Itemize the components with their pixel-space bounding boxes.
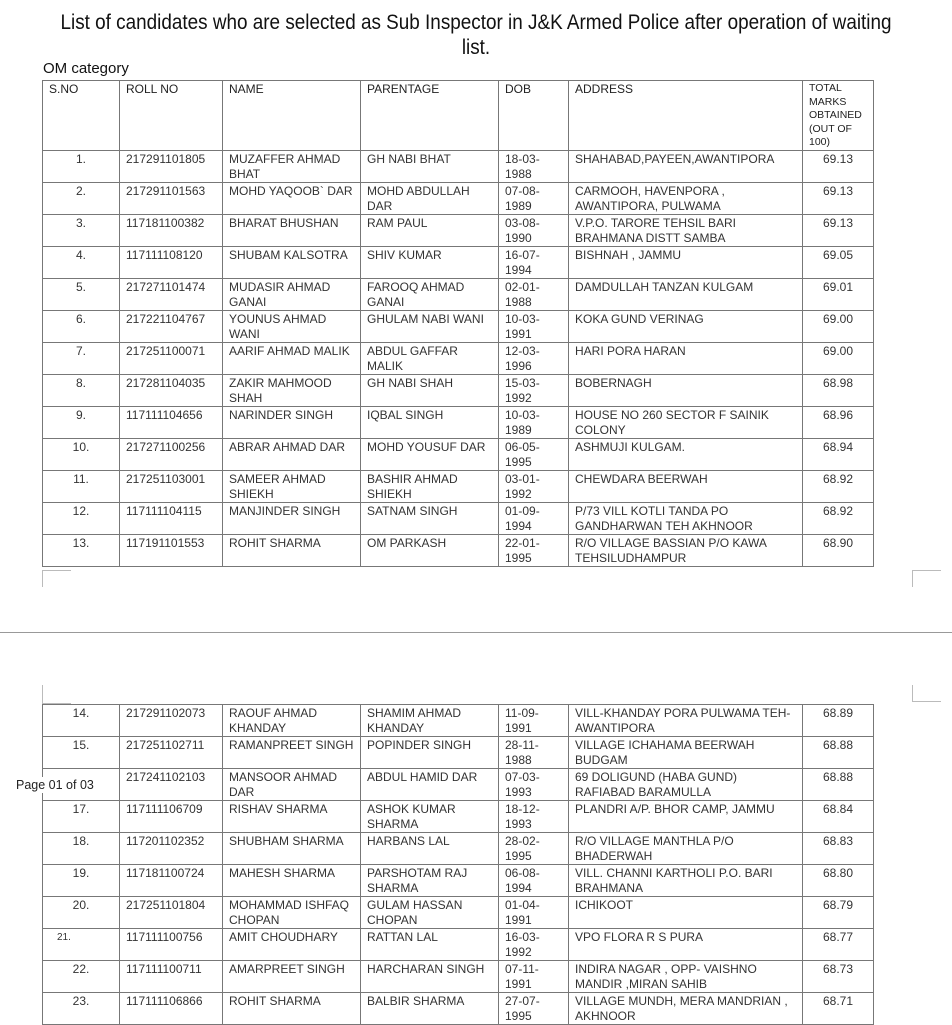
table-row	[43, 278, 874, 310]
parentage-cell: ABDUL HAMID DAR	[361, 769, 499, 801]
name-cell: SHUBHAM SHARMA	[223, 833, 361, 865]
dob-cell: 28-02-1995	[499, 833, 569, 865]
marks-cell: 68.90	[803, 534, 874, 566]
page-corner-mark	[42, 685, 71, 704]
parentage-cell: IQBAL SINGH	[361, 406, 499, 438]
address-cell: CHEWDARA BEERWAH	[569, 470, 803, 502]
parentage-cell: PARSHOTAM RAJ SHARMA	[361, 865, 499, 897]
table-row	[43, 929, 874, 961]
sno-cell: 8.	[43, 374, 120, 406]
sno-cell: 19.	[43, 865, 120, 897]
table-row	[43, 374, 874, 406]
table-row	[43, 897, 874, 929]
address-cell: BOBERNAGH	[569, 374, 803, 406]
marks-cell: 69.13	[803, 150, 874, 182]
sno-cell: 3.	[43, 214, 120, 246]
address-cell: DAMDULLAH TANZAN KULGAM	[569, 278, 803, 310]
sno-cell: 14.	[43, 705, 120, 737]
header-dob: DOB	[499, 81, 569, 151]
dob-cell: 06-05-1995	[499, 438, 569, 470]
parentage-cell: MOHD YOUSUF DAR	[361, 438, 499, 470]
dob-cell: 03-08-1990	[499, 214, 569, 246]
sno-cell: 9.	[43, 406, 120, 438]
dob-cell: 12-03-1996	[499, 342, 569, 374]
marks-cell: 68.83	[803, 833, 874, 865]
sno-cell: 2.	[43, 182, 120, 214]
sno-cell: 6.	[43, 310, 120, 342]
roll-no-cell: 117111104656	[120, 406, 223, 438]
marks-cell: 68.96	[803, 406, 874, 438]
address-cell: KOKA GUND VERINAG	[569, 310, 803, 342]
name-cell: NARINDER SINGH	[223, 406, 361, 438]
table-row	[43, 342, 874, 374]
address-cell: CARMOOH, HAVENPORA , AWANTIPORA, PULWAMA	[569, 182, 803, 214]
sno-cell: 1.	[43, 150, 120, 182]
category-label: OM category	[43, 60, 129, 77]
address-cell: R/O VILLAGE MANTHLA P/O BHADERWAH	[569, 833, 803, 865]
table-row	[43, 470, 874, 502]
marks-cell: 68.80	[803, 865, 874, 897]
roll-no-cell: 217241102103	[120, 769, 223, 801]
roll-no-cell: 217251103001	[120, 470, 223, 502]
address-cell: ASHMUJI KULGAM.	[569, 438, 803, 470]
address-cell: R/O VILLAGE BASSIAN P/O KAWA TEHSILUDHAMPUR	[569, 534, 803, 566]
sno-cell: 23.	[43, 993, 120, 1025]
sno-cell: 17.	[43, 801, 120, 833]
address-cell: ICHIKOOT	[569, 897, 803, 929]
marks-cell: 68.73	[803, 961, 874, 993]
address-cell: SHAHABAD,PAYEEN,AWANTIPORA	[569, 150, 803, 182]
name-cell: RISHAV SHARMA	[223, 801, 361, 833]
address-cell: P/73 VILL KOTLI TANDA PO GANDHARWAN TEH AKHNOOR	[569, 502, 803, 534]
address-cell: HARI PORA HARAN	[569, 342, 803, 374]
name-cell: MAHESH SHARMA	[223, 865, 361, 897]
roll-no-cell: 217251102711	[120, 737, 223, 769]
dob-cell: 11-09-1991	[499, 705, 569, 737]
roll-no-cell: 117111100756	[120, 929, 223, 961]
marks-cell: 68.88	[803, 737, 874, 769]
address-cell: VPO FLORA R S PURA	[569, 929, 803, 961]
parentage-cell: POPINDER SINGH	[361, 737, 499, 769]
table-row	[43, 801, 874, 833]
parentage-cell: GULAM HASSAN CHOPAN	[361, 897, 499, 929]
roll-no-cell: 217291101805	[120, 150, 223, 182]
candidates-table-page-2	[42, 704, 874, 1025]
dob-cell: 03-01-1992	[499, 470, 569, 502]
page-corner-mark	[912, 570, 941, 587]
roll-no-cell: 217291101563	[120, 182, 223, 214]
parentage-cell: GHULAM NABI WANI	[361, 310, 499, 342]
parentage-cell: SATNAM SINGH	[361, 502, 499, 534]
roll-no-cell: 117111106866	[120, 993, 223, 1025]
parentage-cell: BASHIR AHMAD SHIEKH	[361, 470, 499, 502]
page-corner-mark	[912, 685, 941, 702]
header-name: NAME	[223, 81, 361, 151]
address-cell: V.P.O. TARORE TEHSIL BARI BRAHMANA DISTT SAMBA	[569, 214, 803, 246]
address-cell: BISHNAH , JAMMU	[569, 246, 803, 278]
dob-cell: 02-01-1988	[499, 278, 569, 310]
sno-cell: 22.	[43, 961, 120, 993]
dob-cell: 07-11-1991	[499, 961, 569, 993]
dob-cell: 07-08-1989	[499, 182, 569, 214]
sno-cell: 11.	[43, 470, 120, 502]
header-address: ADDRESS	[569, 81, 803, 151]
sno-cell: 7.	[43, 342, 120, 374]
dob-cell: 16-07-1994	[499, 246, 569, 278]
header-roll-no: ROLL NO	[120, 81, 223, 151]
roll-no-cell: 117181100382	[120, 214, 223, 246]
marks-cell: 68.77	[803, 929, 874, 961]
header-total-marks: TOTAL MARKS OBTAINED (OUT OF 100)	[803, 81, 874, 151]
parentage-cell: ABDUL GAFFAR MALIK	[361, 342, 499, 374]
table-row	[43, 833, 874, 865]
address-cell: VILL-KHANDAY PORA PULWAMA TEH-AWANTIPORA	[569, 705, 803, 737]
name-cell: MOHD YAQOOB` DAR	[223, 182, 361, 214]
parentage-cell: SHAMIM AHMAD KHANDAY	[361, 705, 499, 737]
roll-no-cell: 117181100724	[120, 865, 223, 897]
table-header-row	[43, 81, 874, 151]
parentage-cell: GH NABI SHAH	[361, 374, 499, 406]
roll-no-cell: 217271101474	[120, 278, 223, 310]
sno-cell: 13.	[43, 534, 120, 566]
name-cell: BHARAT BHUSHAN	[223, 214, 361, 246]
parentage-cell: RATTAN LAL	[361, 929, 499, 961]
page-number-label: Page 01 of 03	[16, 778, 94, 792]
roll-no-cell: 117111108120	[120, 246, 223, 278]
marks-cell: 69.05	[803, 246, 874, 278]
marks-cell: 69.13	[803, 182, 874, 214]
marks-cell: 68.84	[803, 801, 874, 833]
name-cell: RAMANPREET SINGH	[223, 737, 361, 769]
name-cell: AARIF AHMAD MALIK	[223, 342, 361, 374]
parentage-cell: HARBANS LAL	[361, 833, 499, 865]
sno-cell: 10.	[43, 438, 120, 470]
parentage-cell: OM PARKASH	[361, 534, 499, 566]
name-cell: ZAKIR MAHMOOD SHAH	[223, 374, 361, 406]
page-separator	[0, 632, 952, 633]
table-row	[43, 182, 874, 214]
marks-cell: 69.13	[803, 214, 874, 246]
dob-cell: 15-03-1992	[499, 374, 569, 406]
marks-cell: 68.92	[803, 502, 874, 534]
parentage-cell: RAM PAUL	[361, 214, 499, 246]
header-sno: S.NO	[43, 81, 120, 151]
parentage-cell: ASHOK KUMAR SHARMA	[361, 801, 499, 833]
dob-cell: 06-08-1994	[499, 865, 569, 897]
dob-cell: 16-03-1992	[499, 929, 569, 961]
name-cell: AMIT CHOUDHARY	[223, 929, 361, 961]
dob-cell: 27-07-1995	[499, 993, 569, 1025]
dob-cell: 01-09-1994	[499, 502, 569, 534]
table-row	[43, 534, 874, 566]
name-cell: ROHIT SHARMA	[223, 534, 361, 566]
address-cell: HOUSE NO 260 SECTOR F SAINIK COLONY	[569, 406, 803, 438]
marks-cell: 69.00	[803, 342, 874, 374]
marks-cell: 68.98	[803, 374, 874, 406]
header-parentage: PARENTAGE	[361, 81, 499, 151]
name-cell: MANSOOR AHMAD DAR	[223, 769, 361, 801]
name-cell: AMARPREET SINGH	[223, 961, 361, 993]
roll-no-cell: 217291102073	[120, 705, 223, 737]
marks-cell: 68.71	[803, 993, 874, 1025]
roll-no-cell: 217281104035	[120, 374, 223, 406]
table-row	[43, 737, 874, 769]
name-cell: MANJINDER SINGH	[223, 502, 361, 534]
dob-cell: 22-01-1995	[499, 534, 569, 566]
table-row	[43, 865, 874, 897]
dob-cell: 18-12-1993	[499, 801, 569, 833]
marks-cell: 69.01	[803, 278, 874, 310]
name-cell: RAOUF AHMAD KHANDAY	[223, 705, 361, 737]
dob-cell: 18-03-1988	[499, 150, 569, 182]
name-cell: MUDASIR AHMAD GANAI	[223, 278, 361, 310]
marks-cell: 68.88	[803, 769, 874, 801]
parentage-cell: MOHD ABDULLAH DAR	[361, 182, 499, 214]
dob-cell: 01-04-1991	[499, 897, 569, 929]
roll-no-cell: 217251101804	[120, 897, 223, 929]
roll-no-cell: 217271100256	[120, 438, 223, 470]
table-row	[43, 246, 874, 278]
parentage-cell: FAROOQ AHMAD GANAI	[361, 278, 499, 310]
roll-no-cell: 117191101553	[120, 534, 223, 566]
marks-cell: 68.92	[803, 470, 874, 502]
sno-cell: 4.	[43, 246, 120, 278]
address-cell: VILL. CHANNI KARTHOLI P.O. BARI BRAHMANA	[569, 865, 803, 897]
parentage-cell: SHIV KUMAR	[361, 246, 499, 278]
roll-no-cell: 117111100711	[120, 961, 223, 993]
dob-cell: 10-03-1991	[499, 310, 569, 342]
name-cell: MOHAMMAD ISHFAQ CHOPAN	[223, 897, 361, 929]
table-row	[43, 214, 874, 246]
sno-cell: 15.	[43, 737, 120, 769]
name-cell: YOUNUS AHMAD WANI	[223, 310, 361, 342]
parentage-cell: GH NABI BHAT	[361, 150, 499, 182]
sno-cell: 18.	[43, 833, 120, 865]
name-cell: ROHIT SHARMA	[223, 993, 361, 1025]
table-row	[43, 502, 874, 534]
marks-cell: 68.89	[803, 705, 874, 737]
dob-cell: 28-11-1988	[499, 737, 569, 769]
table-row	[43, 705, 874, 737]
name-cell: ABRAR AHMAD DAR	[223, 438, 361, 470]
dob-cell: 10-03-1989	[499, 406, 569, 438]
candidates-table-page-1	[42, 80, 874, 567]
table-row	[43, 310, 874, 342]
parentage-cell: BALBIR SHARMA	[361, 993, 499, 1025]
address-cell: VILLAGE ICHAHAMA BEERWAH BUDGAM	[569, 737, 803, 769]
address-cell: INDIRA NAGAR , OPP- VAISHNO MANDIR ,MIRAN SAHIB	[569, 961, 803, 993]
sno-cell: 20.	[43, 897, 120, 929]
table-row	[43, 406, 874, 438]
table-row	[43, 438, 874, 470]
name-cell: SAMEER AHMAD SHIEKH	[223, 470, 361, 502]
table-row	[43, 150, 874, 182]
address-cell: 69 DOLIGUND (HABA GUND) RAFIABAD BARAMULLA	[569, 769, 803, 801]
table-row	[43, 769, 874, 801]
sno-cell: 12.	[43, 502, 120, 534]
sno-cell: 21.	[43, 929, 120, 961]
roll-no-cell: 217251100071	[120, 342, 223, 374]
sno-cell: 5.	[43, 278, 120, 310]
page-corner-mark	[42, 570, 71, 587]
dob-cell: 07-03-1993	[499, 769, 569, 801]
marks-cell: 69.00	[803, 310, 874, 342]
parentage-cell: HARCHARAN SINGH	[361, 961, 499, 993]
address-cell: VILLAGE MUNDH, MERA MANDRIAN , AKHNOOR	[569, 993, 803, 1025]
marks-cell: 68.94	[803, 438, 874, 470]
roll-no-cell: 117201102352	[120, 833, 223, 865]
name-cell: MUZAFFER AHMAD BHAT	[223, 150, 361, 182]
roll-no-cell: 217221104767	[120, 310, 223, 342]
name-cell: SHUBAM KALSOTRA	[223, 246, 361, 278]
roll-no-cell: 117111106709	[120, 801, 223, 833]
address-cell: PLANDRI A/P. BHOR CAMP, JAMMU	[569, 801, 803, 833]
table-row	[43, 993, 874, 1025]
document-title: List of candidates who are selected as Sub Inspector in J&K Armed Police after operation of waiting list.	[60, 11, 892, 59]
table-row	[43, 961, 874, 993]
roll-no-cell: 117111104115	[120, 502, 223, 534]
marks-cell: 68.79	[803, 897, 874, 929]
